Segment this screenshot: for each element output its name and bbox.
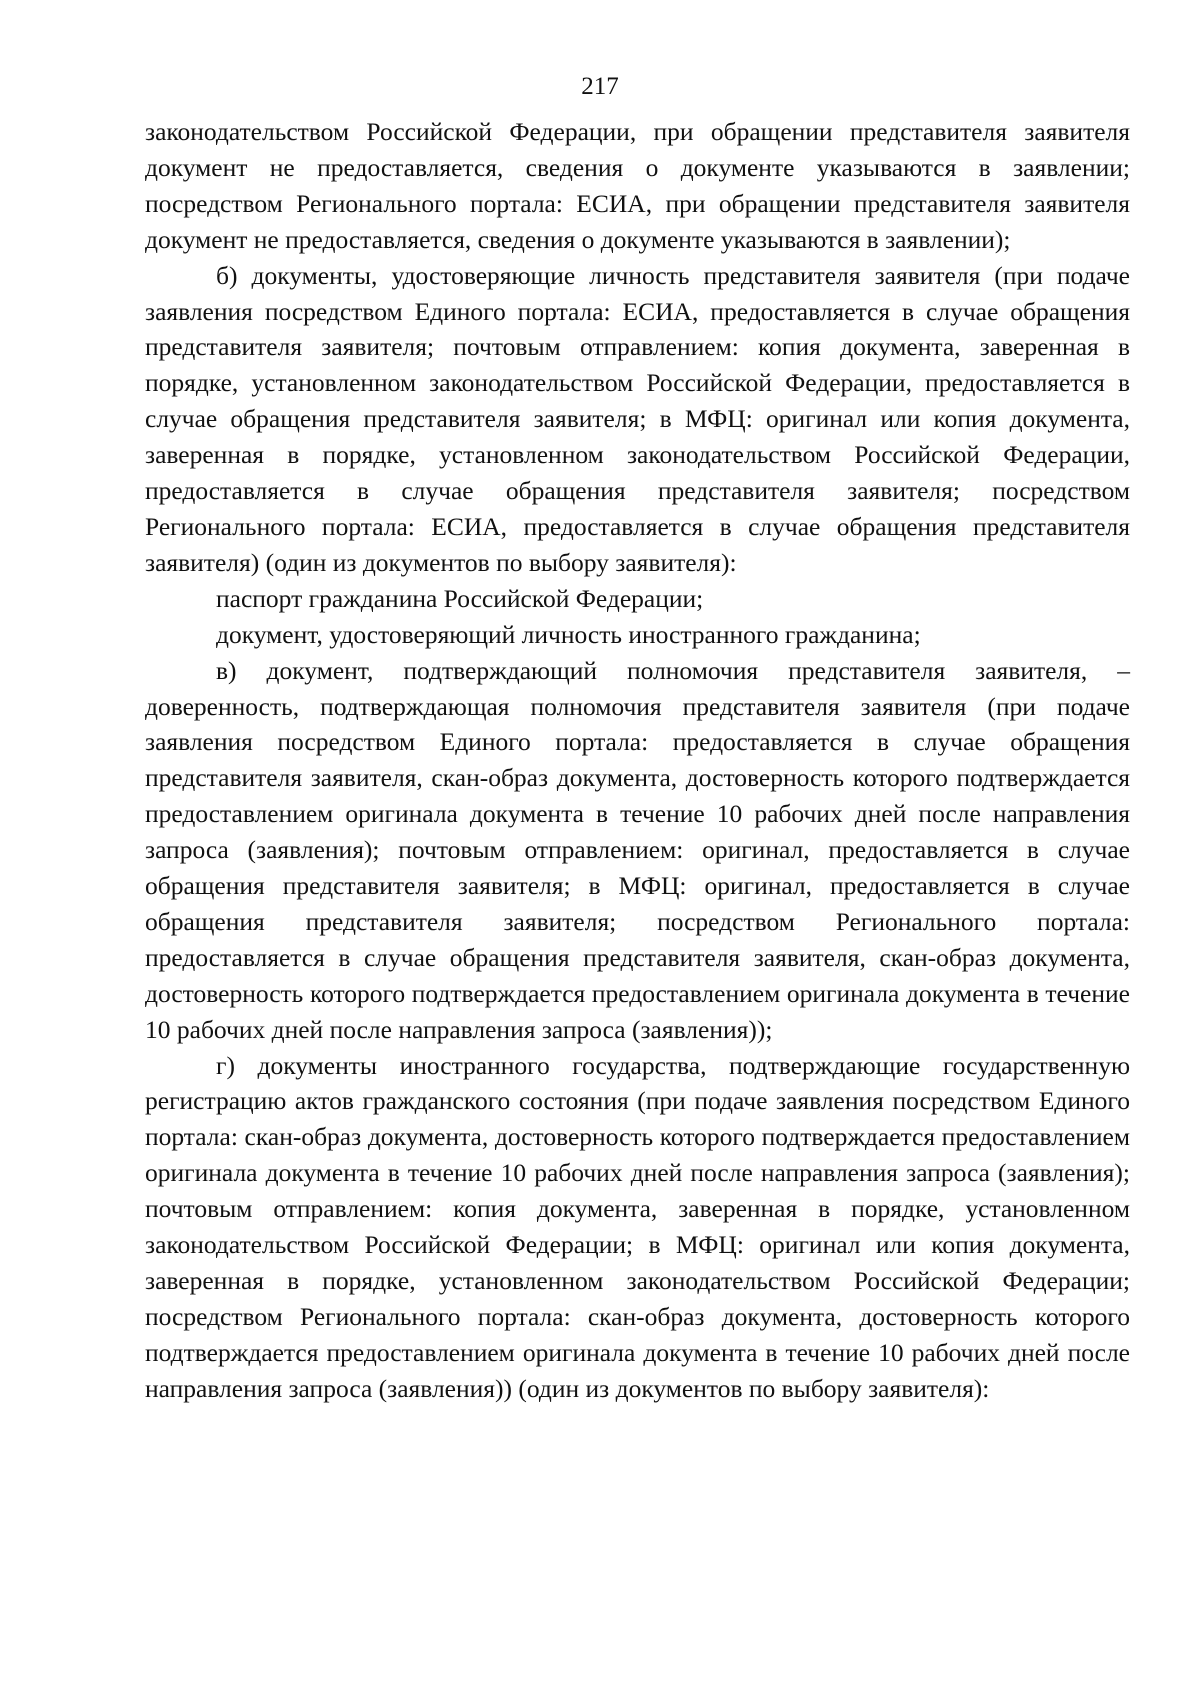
paragraph-passport: паспорт гражданина Российской Федерации; bbox=[216, 583, 704, 613]
paragraph-item-g: г) документы иностранного государства, подтверждающие государственную регистрацию актов гражданского состояния (при подаче заявления посредством Единого портала: скан-образ документа, достоверность которого подтверждается предоставлением оригинала документа в течение 10 рабочих дней после направления запроса (заявления); почтовым отправлением: копия документа, заверенная в порядке, установленном законодательством Российской Федерации; в МФЦ: оригинал или копия документа, заверенная в порядке, установленном законодательством Российской Федерации; посредством Регионального портала: скан-образ документа, достоверность которого подтверждается предоставлением оригинала документа в течение 10 рабочих дней после направления запроса (заявления)) (один из документов по выбору заявителя): bbox=[145, 1050, 1130, 1403]
page-number: 217 bbox=[581, 73, 619, 100]
paragraph-foreign-id: документ, удостоверяющий личность иностранного гражданина; bbox=[216, 619, 921, 649]
paragraph-item-b: б) документы, удостоверяющие личность представителя заявителя (при подаче заявления посредством Единого портала: ЕСИА, предоставляется в случае обращения представителя заявителя; почтовым отправлением: копия документа, заверенная в порядке, установленном законодательством Российской Федерации, предоставляется в случае обращения представителя заявителя; в МФЦ: оригинал или копия документа, заверенная в порядке, установленном законодательством Российской Федерации, предоставляется в случае обращения представителя заявителя; посредством Регионального портала: ЕСИА, предоставляется в случае обращения представителя заявителя) (один из документов по выбору заявителя): bbox=[145, 260, 1130, 577]
document-body bbox=[145, 114, 1130, 1407]
paragraph-continuation: законодательством Российской Федерации, при обращении представителя заявителя документ не предоставляется, сведения о документе указываются в заявлении; посредством Регионального портала: ЕСИА, при обращении представителя заявителя документ не предоставляется, сведения о документе указываются в заявлении); bbox=[145, 117, 1130, 254]
paragraph-item-v: в) документ, подтверждающий полномочия представителя заявителя, – доверенность, подтверждающая полномочия представителя заявителя (при подаче заявления посредством Единого портала: предоставляется в случае обращения представителя заявителя, скан-образ документа, достоверность которого подтверждается предоставлением оригинала документа в течение 10 рабочих дней после направления запроса (заявления); почтовым отправлением: оригинал, предоставляется в случае обращения представителя заявителя; в МФЦ: оригинал, предоставляется в случае обращения представителя заявителя; посредством Регионального портала: предоставляется в случае обращения представителя заявителя, скан-образ документа, достоверность которого подтверждается предоставлением оригинала документа в течение 10 рабочих дней после направления запроса (заявления)); bbox=[145, 655, 1130, 1044]
